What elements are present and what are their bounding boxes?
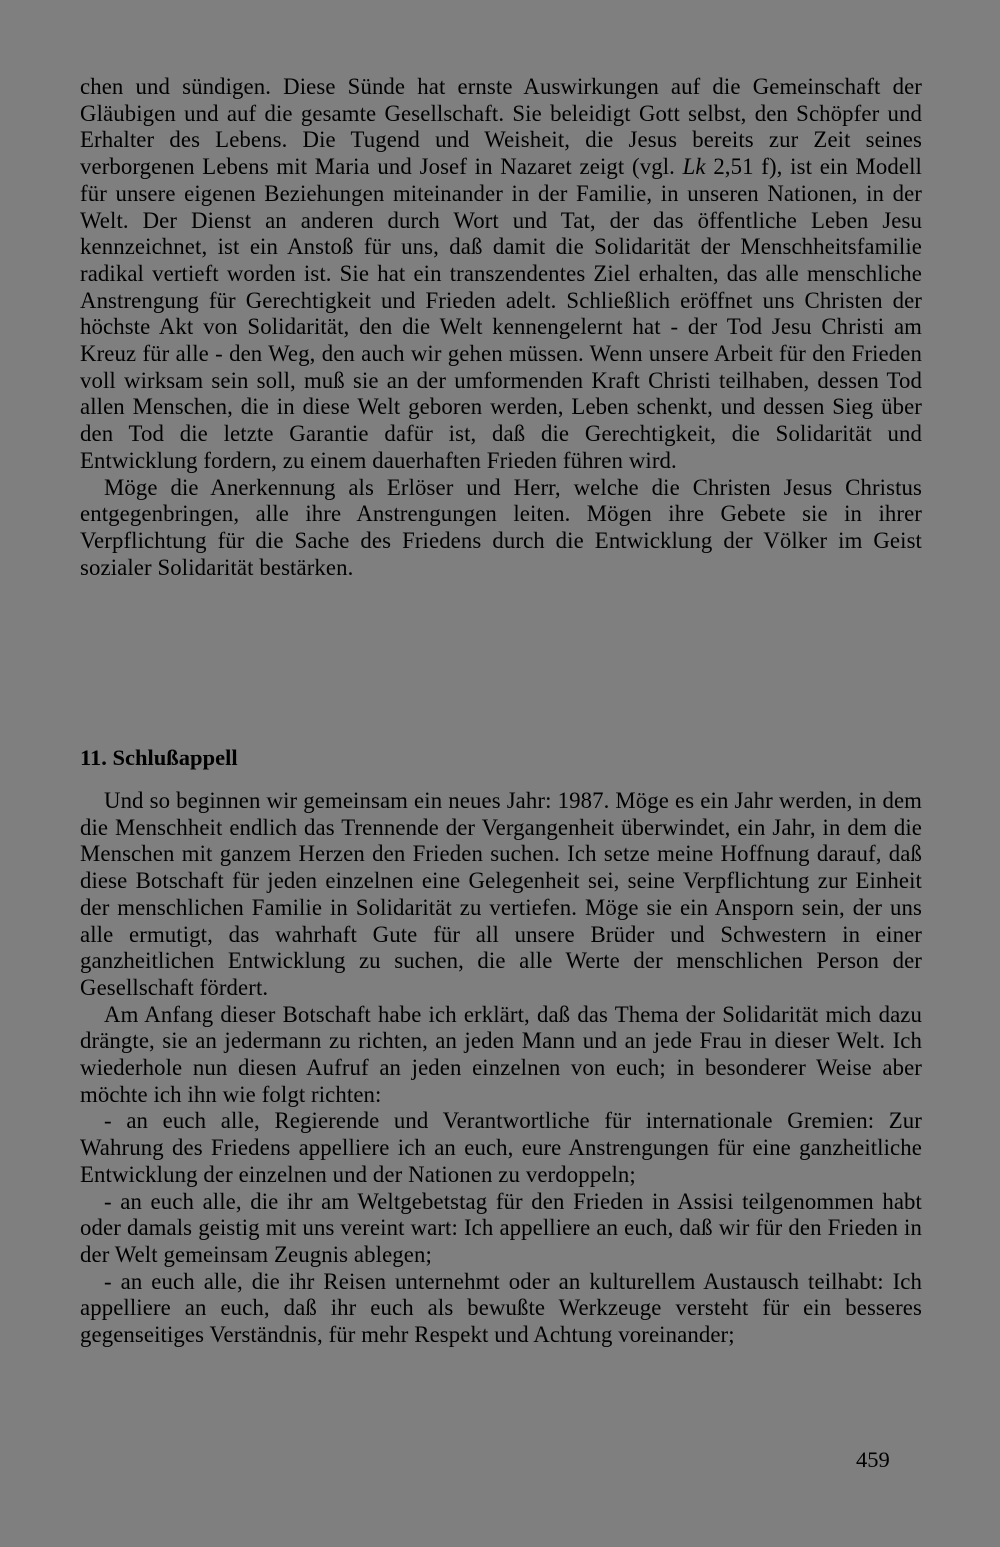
paragraph: [80, 74, 922, 475]
text-block-bottom: [80, 788, 922, 1349]
paragraph: Und so beginnen wir gemeinsam ein neues Jahr: 1987. Möge es ein Jahr werden, in dem die Menschheit endlich das Trennende der Vergangenheit überwindet, ein Jahr, in dem die Menschen mit ganzem Herzen den Frieden suchen. Ich setze meine Hoffnung darauf, daß diese Botschaft für jeden einzelnen eine Gelegenheit sei, seine Verpflichtung zur Einheit der menschlichen Familie in Solidarität zu vertiefen. Möge sie ein Ansporn sein, der uns alle ermutigt, das wahrhaft Gute für all unsere Brüder und Schwestern in einer ganzheitlichen Entwicklung zu suchen, die alle Werte der menschlichen Person der Gesellschaft fördert.: [80, 788, 922, 1000]
list-item: - an euch alle, die ihr Reisen unternehmt oder an kulturellem Austausch teilhabt: Ich appelliere an euch, daß ihr euch als bewußte Werkzeuge versteht für ein besseres gegenseitiges Verständnis, für mehr Respekt und Achtung voreinander;: [80, 1268, 922, 1348]
bible-reference: Lk: [682, 154, 706, 180]
paragraph-text: 2,51 f), ist ein Modell für unsere eigenen Beziehungen miteinander in der Familie, in unseren Nationen, in der Welt. Der Dienst an anderen durch Wort und Tat, der das öffentliche Leben Jesu kennzeichnet, ist ein Anstoß für uns, daß damit die Solidarität der Menschheitsfamilie radikal vertieft worden ist. Sie hat ein transzendentes Ziel erhalten, das alle menschliche Anstrengung für Gerechtigkeit und Frieden adelt. Schließlich eröffnet uns Christen der höchste Akt von Solidarität, den die Welt kennengelernt hat - der Tod Jesu Christi am Kreuz für alle - den Weg, den auch wir gehen müssen. Wenn unsere Arbeit für den Frieden voll wirksam sein soll, muß sie an der umformenden Kraft Christi teilhaben, dessen Tod allen Menschen, die in diese Welt geboren werden, Leben schenkt, und dessen Sieg über den Tod die letzte Garantie dafür ist, daß die Gerechtigkeit, die Solidarität und Entwicklung fordern, zu einem dauerhaften Frieden führen wird.: [80, 154, 922, 473]
section-heading: 11. Schlußappell: [80, 745, 238, 770]
list-item: - an euch alle, die ihr am Weltgebetstag für den Frieden in Assisi teilgenommen habt oder damals geistig mit uns vereint wart: Ich appelliere an euch, daß wir für den Frieden in der Welt gemeinsam Zeugnis ablegen;: [80, 1188, 922, 1267]
text-block-top: [80, 74, 922, 581]
paragraph: Möge die Anerkennung als Erlöser und Herr, welche die Christen Jesus Christus entgegenbringen, alle ihre Anstrengungen leiten. Mögen ihre Gebete sie in ihrer Verpflichtung für die Sache des Friedens durch die Entwicklung der Völker im Geist sozialer Solidarität bestärken.: [80, 474, 922, 580]
list-item: - an euch alle, Regierende und Verantwortliche für internationale Gremien: Zur Wahrung des Friedens appelliere ich an euch, eure Anstrengungen für eine ganzheitliche Entwicklung der einzelnen und der Nationen zu verdoppeln;: [80, 1108, 922, 1187]
paragraph-text: chen und sündigen. Diese Sünde hat ernste Auswirkungen auf die Gemeinschaft der Gläubigen und auf die gesamte Gesellschaft. Sie beleidigt Gott selbst, den Schöpfer und Erhalter des Lebens. Die Tugend und Weisheit, die Jesus bereits zur Zeit seines verborgenen Lebens mit Maria und Josef in Nazaret zeigt (vgl.: [80, 74, 922, 180]
paragraph: Am Anfang dieser Botschaft habe ich erklärt, daß das Thema der Solidarität mich dazu drängte, sie an jedermann zu richten, an jeden Mann und an jede Frau in dieser Welt. Ich wiederhole nun diesen Aufruf an jeden einzelnen von euch; in besonderer Weise aber möchte ich ihn wie folgt richten:: [80, 1001, 922, 1107]
page-number: 459: [856, 1447, 890, 1472]
